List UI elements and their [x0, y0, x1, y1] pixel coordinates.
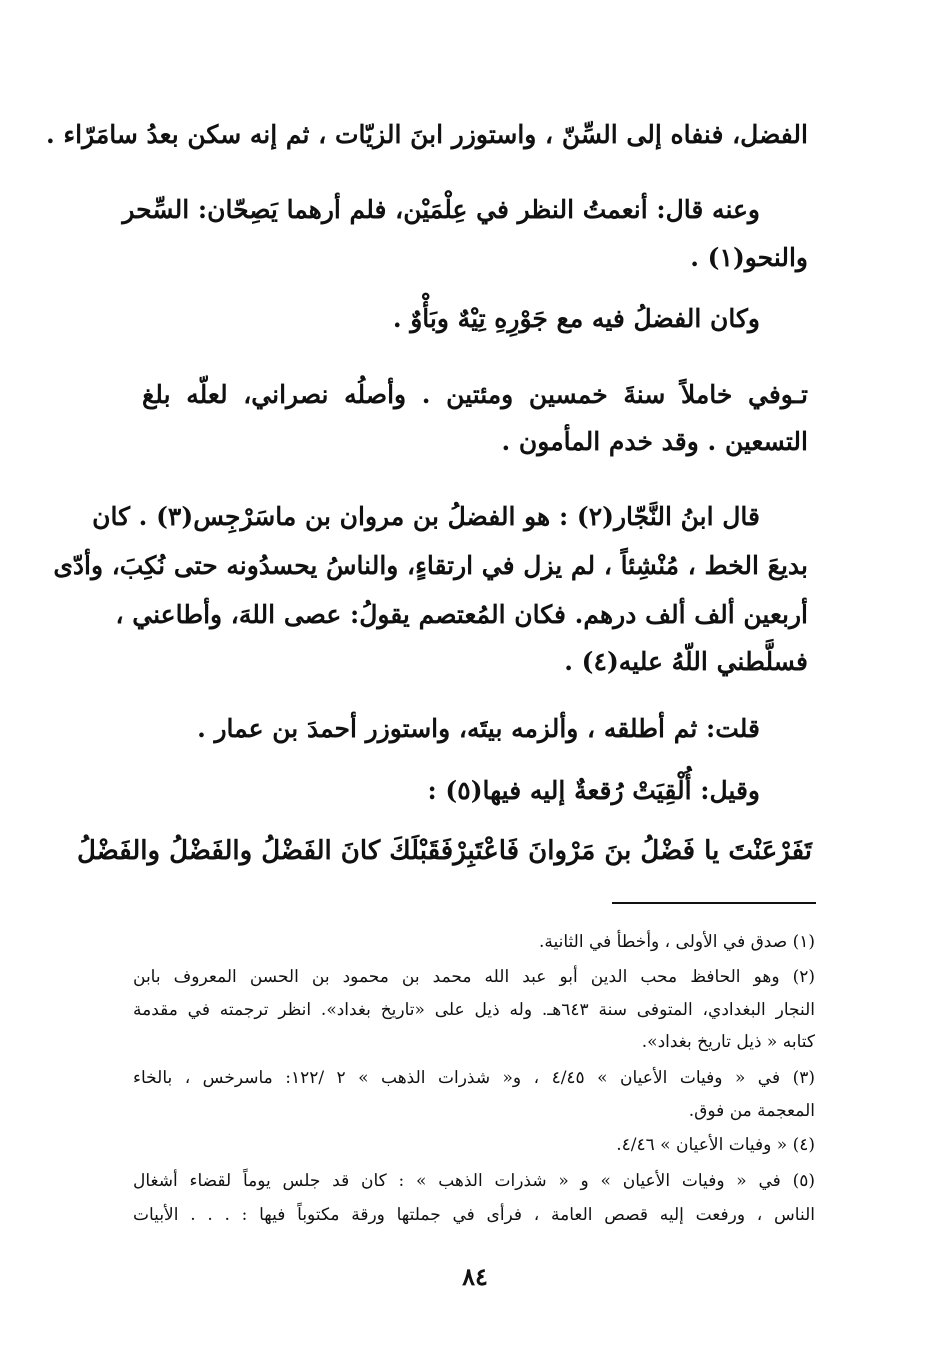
body-line-1: الفضل، فنفاه إلى السِّنّ ، واستوزر ابنَ الزيّات ، ثم إنه سكن بعدُ سامَرّاء . — [46, 120, 808, 149]
body-line-8: بديعَ الخط ، مُنْشِئاً ، لم يزل في ارتقاءٍ، والناسُ يحسدُونه حتى نُكِبَ، وأدّى — [53, 551, 808, 580]
verse-second-hemistich: فَقَبْلَكَ كانَ الفَضْلُ والفَضْلُ والفَضْلُ — [76, 836, 454, 866]
page-number: ٨٤ — [462, 1262, 488, 1291]
footnote-line-7: (٤) « وفيات الأعيان » ٤/٤٦. — [616, 1135, 815, 1155]
body-line-6: التسعين . وقد خدم المأمون . — [501, 427, 808, 456]
poem-verse — [76, 833, 812, 869]
body-line-11: قلت: ثم أطلقه ، وألزمه بيتَه، واستوزر أحمدَ بن عمار . — [197, 714, 760, 743]
body-line-10: فسلَّطني اللّهُ عليه(٤) . — [564, 647, 808, 676]
body-line-2: وعنه قال: أنعمتُ النظر في عِلْمَيْن، فلم أرهما يَصِحّان: السِّحر — [122, 195, 760, 224]
body-line-5: تـوفي خاملاً سنةَ خمسين ومئتين . وأصلُه نصراني، لعلّه بلغ — [142, 380, 808, 409]
footnote-line-4: كتابه « ذيل تاريخ بغداد». — [641, 1032, 815, 1052]
footnote-line-1: (١) صدق في الأولى ، وأخطأ في الثانية. — [538, 932, 815, 952]
body-line-3: والنحو(١) . — [690, 243, 808, 272]
body-line-4: وكان الفضلُ فيه مع جَوْرِهِ تِيْهٌ وبَأْوٌ . — [392, 304, 760, 333]
footnote-line-9: الناس ، ورفعت إليه قصص العامة ، فرأى في جملتها ورقة مكتوباً فيها : . . . الأبيات — [133, 1205, 815, 1225]
footnote-line-3: النجار البغدادي، المتوفى سنة ٦٤٣هـ. وله ذيل على «تاريخ بغداد». انظر ترجمته في مقدمة — [133, 1000, 815, 1020]
verse-first-hemistich: تَفَرْعَنْتَ يا فَضْلُ بنَ مَرْوانَ فَاعْتَبِرْ — [453, 836, 812, 866]
body-line-12: وقيل: أُلْقِيَتْ رُقعةٌ إليه فيها(٥) : — [427, 776, 760, 805]
body-line-9: أربعين ألف ألف درهم. فكان المُعتصم يقولُ: عصى اللهَ، وأطاعني ، — [115, 600, 808, 629]
footnote-line-5: (٣) في « وفيات الأعيان » ٤/٤٥ ، و« شذرات الذهب » ٢ /١٢٢: ماسرخس ، بالخاء — [133, 1068, 815, 1088]
footnote-separator — [612, 902, 816, 904]
body-line-7: قال ابنُ النَّجّار(٢) : هو الفضلُ بن مروان بن ماسَرْجِس(٣) . كان — [92, 502, 760, 531]
footnote-line-6: المعجمة من فوق. — [688, 1101, 815, 1121]
footnote-line-2: (٢) وهو الحافظ محب الدين أبو عبد الله محمد بن محمود بن الحسن المعروف بابن — [133, 967, 815, 987]
footnote-line-8: (٥) في « وفيات الأعيان » و « شذرات الذهب » : كان قد جلس يوماً لقضاء أشغال — [133, 1171, 815, 1191]
